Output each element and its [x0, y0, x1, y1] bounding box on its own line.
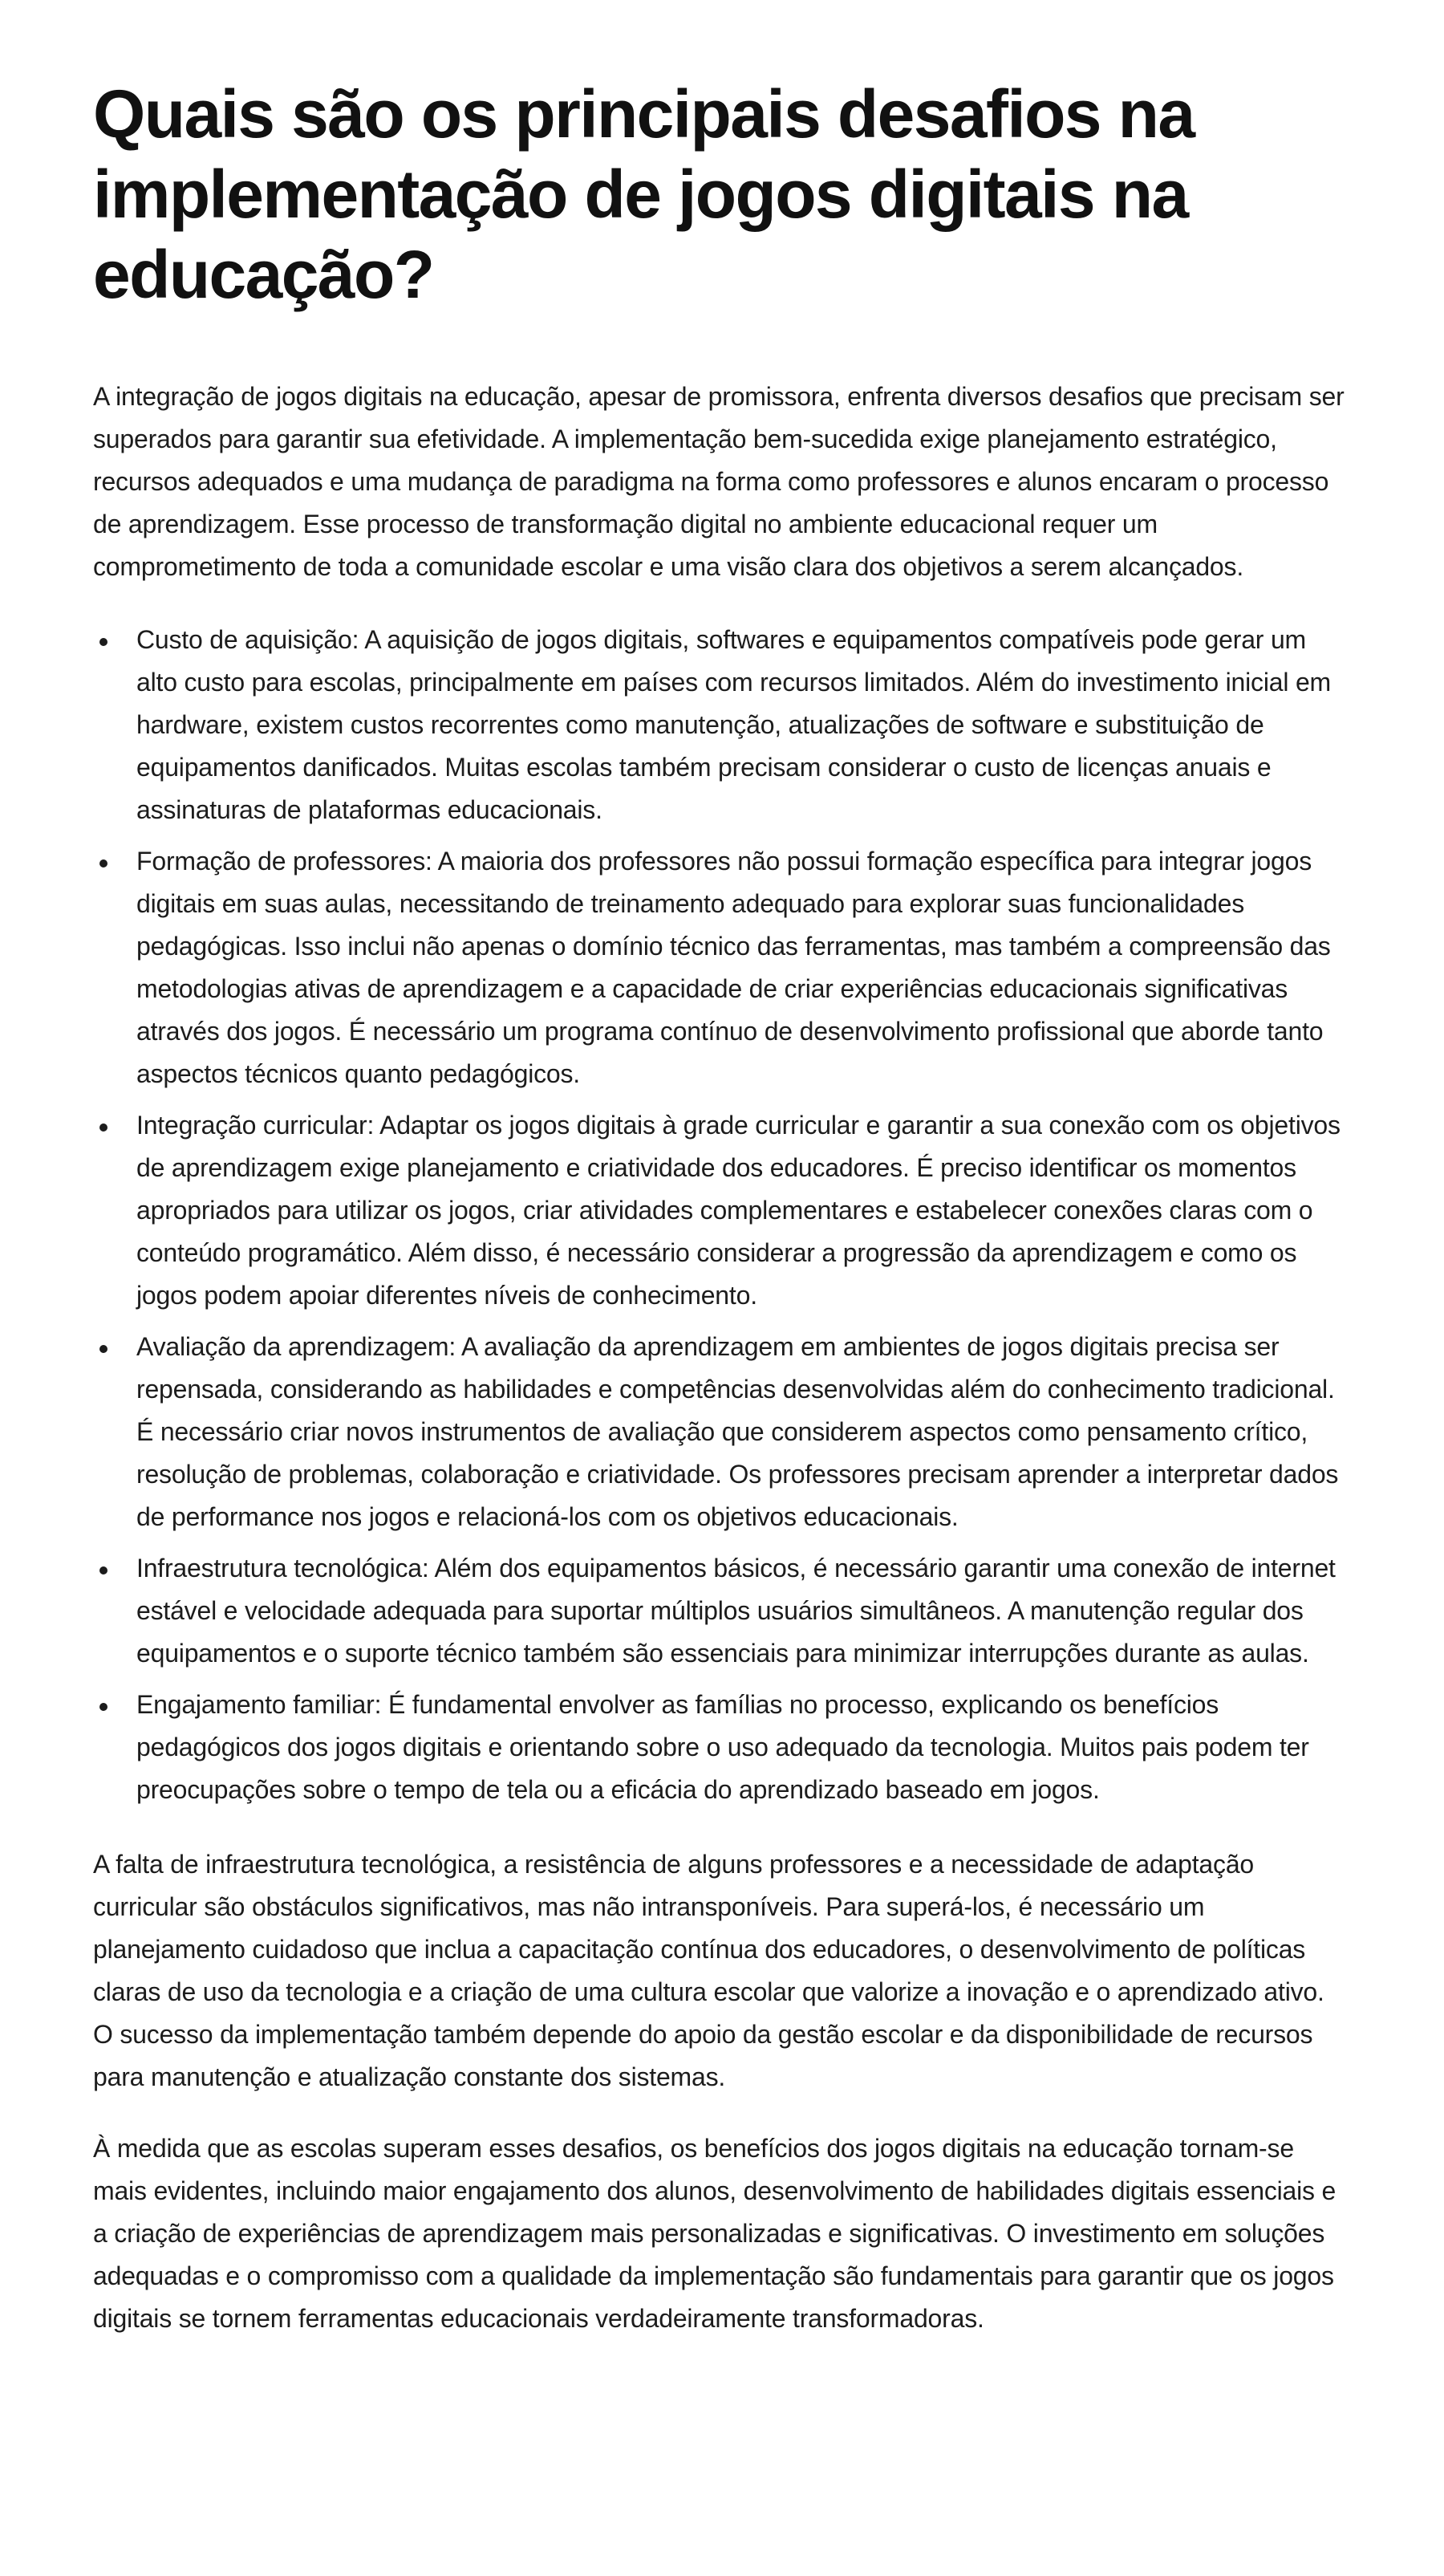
list-item-avaliacao-aprendizagem — [93, 1326, 1351, 1538]
bullet-icon — [99, 1345, 107, 1353]
bullet-icon — [99, 859, 107, 867]
intro-paragraph: A integração de jogos digitais na educação, apesar de promissora, enfrenta diversos desafios que precisam ser superados para garantir sua efetividade. A implementação bem-sucedida exige planejamento estratégico, recursos adequados e uma mudança de paradigma na forma como professores e alunos encaram o processo de aprendizagem. Esse processo de transformação digital no ambiente educacional requer um comprometimento de toda a comunidade escolar e uma visão clara dos objetivos a serem alcançados. — [93, 382, 1345, 581]
list-item-text: Formação de professores: A maioria dos professores não possui formação específica para integrar jogos digitais em suas aulas, necessitando de treinamento adequado para explorar suas funcionalidades pedagógicas. Isso inclui não apenas o domínio técnico das ferramentas, mas também a compreensão das metodologias ativas de aprendizagem e a capacidade de criar experiências educacionais significativas através dos jogos. É necessário um programa contínuo de desenvolvimento profissional que aborde tanto aspectos técnicos quanto pedagógicos. — [136, 847, 1331, 1088]
challenges-list — [93, 619, 1351, 1811]
bullet-icon — [99, 1703, 107, 1711]
bullet-icon — [99, 638, 107, 646]
list-item-formacao-professores — [93, 840, 1351, 1095]
list-item-infraestrutura-tecnologica — [93, 1547, 1351, 1675]
list-item-text: Engajamento familiar: É fundamental envolver as famílias no processo, explicando os benefícios pedagógicos dos jogos digitais e orientando sobre o uso adequado da tecnologia. Muitos pais podem ter preocupações sobre o tempo de tela ou a eficácia do aprendizado baseado em jogos. — [136, 1690, 1309, 1804]
obstacles-paragraph: A falta de infraestrutura tecnológica, a resistência de alguns professores e a necessidade de adaptação curricular são obstáculos significativos, mas não intransponíveis. Para superá-los, é necessário um planejamento cuidadoso que inclua a capacitação contínua dos educadores, o desenvolvimento de políticas claras de uso da tecnologia e a criação de uma cultura escolar que valorize a inovação e o aprendizado ativo. O sucesso da implementação também depende do apoio da gestão escolar e da disponibilidade de recursos para manutenção e atualização constante dos sistemas. — [93, 1850, 1324, 2091]
conclusion-paragraph: À medida que as escolas superam esses desafios, os benefícios dos jogos digitais na educação tornam-se mais evidentes, incluindo maior engajamento dos alunos, desenvolvimento de habilidades digitais essenciais e a criação de experiências de aprendizagem mais personalizadas e significativas. O investimento em soluções adequadas e o compromisso com a qualidade da implementação são fundamentais para garantir que os jogos digitais se tornem ferramentas educacionais verdadeiramente transformadoras. — [93, 2134, 1337, 2333]
bullet-icon — [99, 1123, 107, 1132]
list-item-custo-aquisicao — [93, 619, 1351, 831]
list-item-text: Avaliação da aprendizagem: A avaliação da aprendizagem em ambientes de jogos digitais precisa ser repensada, considerando as habilidades e competências desenvolvidas além do conhecimento tradicional. É necessário criar novos instrumentos de avaliação que considerem aspectos como pensamento crítico, resolução de problemas, colaboração e criatividade. Os professores precisam aprender a interpretar dados de performance nos jogos e relacioná-los com os objetivos educacionais. — [136, 1332, 1339, 1531]
list-item-text: Infraestrutura tecnológica: Além dos equipamentos básicos, é necessário garantir uma conexão de internet estável e velocidade adequada para suportar múltiplos usuários simultâneos. A manutenção regular dos equipamentos e o suporte técnico também são essenciais para minimizar interrupções durante as aulas. — [136, 1554, 1336, 1668]
list-item-integracao-curricular — [93, 1104, 1351, 1317]
list-item-text: Custo de aquisição: A aquisição de jogos digitais, softwares e equipamentos compatíveis pode gerar um alto custo para escolas, principalmente em países com recursos limitados. Além do investimento inicial em hardware, existem custos recorrentes como manutenção, atualizações de software e substituição de equipamentos danificados. Muitas escolas também precisam considerar o custo de licenças anuais e assinaturas de plataformas educacionais. — [136, 625, 1332, 824]
page-title: Quais são os principais desafios na implementação de jogos digitais na educação? — [93, 76, 1195, 312]
list-item-engajamento-familiar — [93, 1684, 1351, 1811]
list-item-text: Integração curricular: Adaptar os jogos digitais à grade curricular e garantir a sua conexão com os objetivos de aprendizagem exige planejamento e criatividade dos educadores. É preciso identificar os momentos apropriados para utilizar os jogos, criar atividades complementares e estabelecer conexões claras com o conteúdo programático. Além disso, é necessário considerar a progressão da aprendizagem e como os jogos podem apoiar diferentes níveis de conhecimento. — [136, 1111, 1341, 1310]
bullet-icon — [99, 1566, 107, 1574]
